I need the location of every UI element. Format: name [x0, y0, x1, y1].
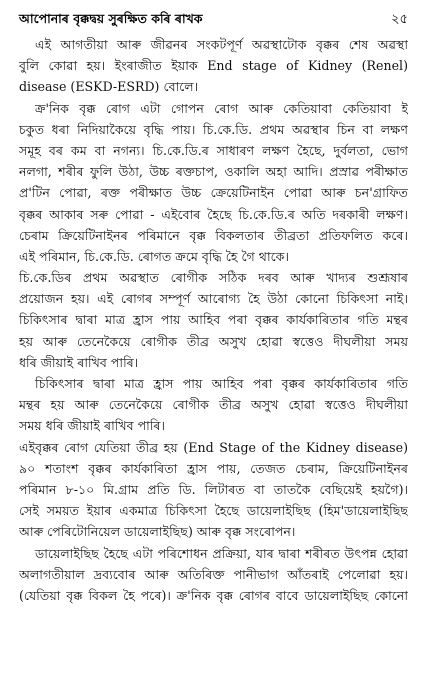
running-header [19, 0, 408, 28]
text-line: disease (ESKD-ESRD) বোলে। [19, 79, 199, 95]
paragraph [19, 267, 408, 373]
text-line: নলগা, শৰীৰ ফুলি উঠা, উচ্চ ৰক্তচাপ, ওকালি অহা আদি। প্ৰস্ৰাৱ পৰীক্ষাত [19, 164, 408, 180]
paragraph [19, 34, 408, 98]
paragraph [19, 437, 408, 543]
text-line: (যেতিয়া বৃক্ক বিকল হৈ পৰে)। ক্ৰ'নিক বৃক্ক ৰোগৰ বাবে ডায়েলাইছিছ কোনো [19, 587, 408, 603]
text-line: হয় আৰু তেনেকৈয়ে ৰোগীক তীব্ৰ অসুখ হোৱা স্বত্তেও দীঘলীয়া সময় [19, 333, 408, 349]
text-line: মন্থৰ হয় আৰু তেনেকৈয়ে ৰোগীক তীব্ৰ অসুখ হোৱা স্বত্তেও দীঘলীয়া [19, 397, 408, 413]
text-line: ডায়েলাইছিছ হৈছে এটা পৰিশোধন প্ৰক্ৰিয়া, যাৰ দ্বাৰা শৰীৰত উৎপন্ন হোৱা [35, 545, 408, 561]
text-line: চিকিৎসাৰ দ্বাৰা মাত্ৰ হ্ৰাস পায় আহিব পৰা বৃক্কৰ কাৰ্যকাৰিতাৰ গতি [35, 376, 408, 391]
text-line: সময় ধৰি জীয়াই ৰাখিব পাৰি। [19, 418, 166, 434]
text-line: চেৰাম ক্ৰিয়েটিনাইনৰ পৰিমানে বৃক্ক বিকলতাৰ তীব্ৰতা প্ৰতিফলিত কৰে। [19, 227, 408, 243]
document-body [19, 34, 408, 606]
text-line: চকুত ধৰা নিদিয়াকৈয়ে বৃদ্ধি পায়। চি.কে.ডি. প্ৰথম অৱস্থাৰ চিন বা লক্ষণ [19, 121, 408, 137]
text-line: ৯০ শতাংশ বৃক্কৰ কাৰ্যকাৰিতা হ্ৰাস পায়, তেজত চেৰাম, ক্ৰিয়েটিনাইনৰ [19, 460, 408, 476]
text-line: বুলি কোৱা হয়। ইংৰাজীত ইয়াক End stage of Kidney (Renel) [19, 58, 408, 74]
text-line: চি.কে.ডিৰ প্ৰথম অৱস্থাত ৰোগীক সঠিক দৰব আৰু খাদ্যৰ শুশ্ৰূষাৰ [19, 270, 408, 286]
text-line: ক্ৰ'নিক বৃক্ক ৰোগ এটা গোপন ৰোগ আৰু কেতিয়াবা কেতিয়াবা ই [35, 100, 408, 116]
text-line: ধৰি জীয়াই ৰাখিব পাৰি। [19, 354, 139, 370]
text-line: সমূহ বৰ কম বা নগন্য। চি.কে.ডি.ৰ সাধাৰণ লক্ষণ হৈছে, দুৰ্বলতা, ভোগ [19, 142, 408, 158]
text-line: প্ৰয়োজন হয়। এই ৰোগৰ সম্পূৰ্ণ আৰোগ্য হৈ উঠা কোনো চিকিৎসা নাই। [19, 291, 408, 307]
paragraph [19, 373, 408, 437]
text-line: বৃক্কৰ আকাৰ সৰু পোৱা - এইবোৰ হৈছে চি.কে.ডি.ৰ অতি দৰকাৰী লক্ষণ। [19, 206, 408, 222]
text-line: সেই সময়ত ইয়াৰ একমাত্ৰ চিকিৎসা হৈছে ডায়েলাইছিছ (হিম'ডায়েলাইছিছ [19, 503, 408, 519]
text-line: পৰিমান ৮-১০ মি.গ্ৰাম প্ৰতি ডি. লিটাৰত বা তাতকৈ বেছিয়েই হয়গৈ)। [19, 481, 408, 497]
text-line: অলাগতীয়াল দ্ৰব্যবোৰ আৰু অতিৰিক্ত পানীভাগ আঁতৰাই পেলোৱা হয়। [19, 566, 408, 582]
text-line: এই পৰিমান, চি.কে.ডি. ৰোগত ক্ৰমে বৃদ্ধি হৈ গৈ থাকে। [19, 248, 289, 264]
text-line: প্ৰ'টিন পোৱা, ৰক্ত পৰীক্ষাত উচ্চ ক্ৰেয়েটিনাইন পোৱা আৰু চন'গ্ৰাফিত [19, 185, 408, 201]
header-title: আপোনাৰ বৃক্কদ্বয় সুৰক্ষিত কৰি ৰাখক [19, 11, 203, 26]
text-line: এই আগতীয়া আৰু জীৱনৰ সংকটপূৰ্ণ অৱস্থাটোক বৃক্কৰ শেষ অৱস্থা [35, 37, 408, 52]
page-number: ২৫ [391, 12, 408, 27]
paragraph [19, 98, 408, 268]
text-line: আৰু পেৰিটোনিয়েল ডায়েলাইছিছ) আৰু বৃক্ক সংৰোপন। [19, 524, 296, 540]
text-line: চিকিৎসাৰ দ্বাৰা মাত্ৰ হ্ৰাস পায় আহিব পৰা বৃক্কৰ কাৰ্যকাৰিতাৰ গতি মন্থৰ [19, 312, 408, 328]
paragraph [19, 543, 408, 607]
text-line: এইবৃক্কৰ ৰোগ যেতিয়া তীব্ৰ হয় (End Stage of the Kidney disease) [19, 439, 408, 455]
